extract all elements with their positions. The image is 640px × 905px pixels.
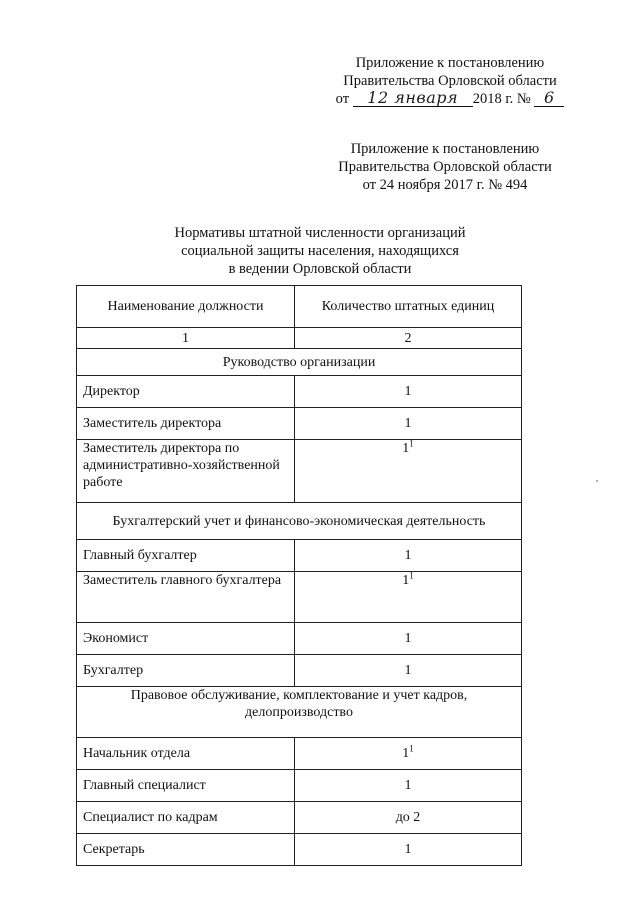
unit-count: 1 bbox=[295, 408, 522, 440]
appendix-header-original bbox=[290, 140, 600, 194]
unit-count: 1 bbox=[402, 746, 410, 761]
section-row bbox=[77, 503, 522, 540]
unit-count-cell bbox=[295, 738, 522, 770]
header-line-1: Приложение к постановлению bbox=[355, 55, 545, 71]
table-row bbox=[77, 770, 522, 802]
table-row bbox=[77, 440, 522, 503]
col-number-2: 2 bbox=[295, 328, 522, 349]
header-line-2: Правительства Орловской области bbox=[343, 73, 557, 89]
appendix-header-current bbox=[300, 54, 600, 108]
position-name: Директор bbox=[77, 376, 295, 408]
position-name: Бухгалтер bbox=[77, 655, 295, 687]
unit-count-cell bbox=[295, 572, 522, 623]
header-date-line bbox=[336, 90, 565, 108]
unit-count: до 2 bbox=[295, 802, 522, 834]
col-header-units: Количество штатных единиц bbox=[295, 286, 522, 328]
col-number-1: 1 bbox=[77, 328, 295, 349]
unit-count: 1 bbox=[402, 573, 410, 588]
unit-count: 1 bbox=[295, 623, 522, 655]
unit-count: 1 bbox=[402, 441, 410, 456]
table-row bbox=[77, 572, 522, 623]
column-number-row bbox=[77, 328, 522, 349]
handwritten-date: 12 января bbox=[353, 90, 473, 107]
title-line-2: социальной защиты населения, находящихся bbox=[181, 243, 459, 259]
footnote-marker: 1 bbox=[409, 570, 414, 581]
unit-count: 1 bbox=[295, 376, 522, 408]
section-title: Руководство организации bbox=[77, 349, 522, 376]
position-name: Секретарь bbox=[77, 834, 295, 866]
position-name: Главный бухгалтер bbox=[77, 540, 295, 572]
unit-count: 1 bbox=[295, 655, 522, 687]
staffing-norms-table bbox=[76, 285, 522, 866]
table-row bbox=[77, 408, 522, 440]
position-name: Главный специалист bbox=[77, 770, 295, 802]
table-row bbox=[77, 802, 522, 834]
orig-header-line-1: Приложение к постановлению bbox=[350, 141, 540, 157]
footnote-marker: 1 bbox=[409, 743, 414, 754]
table-row bbox=[77, 540, 522, 572]
date-year: 2018 г. № bbox=[472, 91, 531, 107]
section-row bbox=[77, 687, 522, 738]
position-name: Экономист bbox=[77, 623, 295, 655]
table-row bbox=[77, 655, 522, 687]
document-title bbox=[140, 224, 500, 278]
footnote-marker: 1 bbox=[409, 438, 414, 449]
table-row bbox=[77, 623, 522, 655]
position-name: Начальник отдела bbox=[77, 738, 295, 770]
section-title: Бухгалтерский учет и финансово-экономическая деятельность bbox=[77, 503, 522, 540]
table-row bbox=[77, 834, 522, 866]
position-name: Заместитель директора по административно-хозяйственной работе bbox=[77, 440, 295, 503]
col-header-position: Наименование должности bbox=[77, 286, 295, 328]
date-prefix: от bbox=[335, 91, 350, 107]
title-line-1: Нормативы штатной численности организаций bbox=[174, 225, 466, 241]
unit-count: 1 bbox=[295, 770, 522, 802]
position-name: Заместитель главного бухгалтера bbox=[77, 572, 295, 623]
position-name: Заместитель директора bbox=[77, 408, 295, 440]
table-header-row bbox=[77, 286, 522, 328]
unit-count-cell bbox=[295, 440, 522, 503]
handwritten-number: 6 bbox=[534, 90, 564, 107]
section-title: Правовое обслуживание, комплектование и учет кадров, делопроизводство bbox=[77, 687, 522, 738]
unit-count: 1 bbox=[295, 834, 522, 866]
orig-header-line-2: Правительства Орловской области bbox=[338, 159, 552, 175]
scan-speck bbox=[596, 480, 598, 482]
title-line-3: в ведении Орловской области bbox=[228, 261, 412, 277]
section-row bbox=[77, 349, 522, 376]
unit-count: 1 bbox=[295, 540, 522, 572]
orig-header-line-3: от 24 ноября 2017 г. № 494 bbox=[362, 177, 528, 193]
position-name: Специалист по кадрам bbox=[77, 802, 295, 834]
table-row bbox=[77, 738, 522, 770]
table-row bbox=[77, 376, 522, 408]
